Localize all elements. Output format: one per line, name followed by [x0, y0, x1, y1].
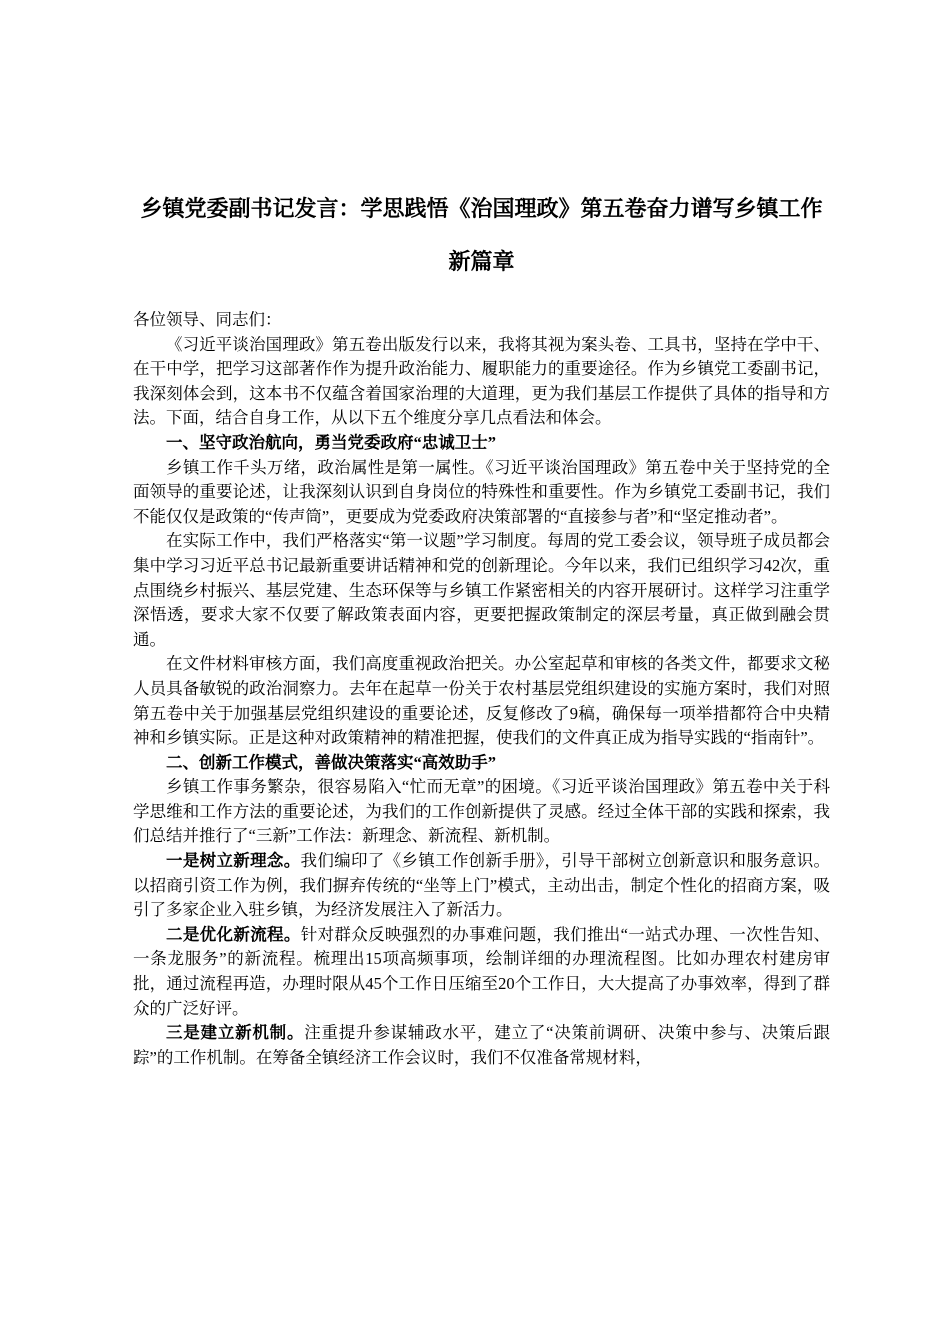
paragraph: 乡镇工作千头万绪，政治属性是第一属性。《习近平谈治国理政》第五卷中关于坚持党的全面领导的重要论述，让我深刻认识到自身岗位的特殊性和重要性。作为乡镇党工委副书记，我们不能仅仅是政策的“传声筒”，更要成为党委政府决策部署的“直接参与者”和“坚定推动者”。 — [133, 457, 830, 526]
paragraph-lead: 一是树立新理念。 — [166, 851, 301, 871]
title-line-1: 乡镇党委副书记发言：学思践悟《治国理政》第五卷奋力谱写乡镇工作 — [140, 196, 823, 221]
paragraph: 各位领导、同志们： — [133, 310, 282, 329]
paragraph-lead: 三是建立新机制。 — [166, 1023, 305, 1043]
title-line-2: 新篇章 — [448, 249, 515, 274]
paragraph: 乡镇工作事务繁杂，很容易陷入“忙而无章”的困境。《习近平谈治国理政》第五卷中关于科学思维和工作方法的重要论述，为我们的工作创新提供了灵感。经过全体干部的实践和探索，我们总结并推行了“三新”工作法：新理念、新流程、新机制。 — [133, 777, 830, 846]
paragraph-lead: 二是优化新流程。 — [166, 924, 301, 944]
paragraph: 一是树立新理念。我们编印了《乡镇工作创新手册》，引导干部树立创新意识和服务意识。以招商引资工作为例，我们摒弃传统的“坐等上门”模式，主动出击，制定个性化的招商方案，吸引了多家企业入驻乡镇，为经济发展注入了新活力。 — [133, 851, 831, 920]
section-heading: 一、坚守政治航向，勇当党委政府“忠诚卫士” — [166, 432, 496, 452]
paragraph: 在实际工作中，我们严格落实“第一议题”学习制度。每周的党工委会议，领导班子成员都会集中学习习近平总书记最新重要讲话精神和党的创新理论。今年以来，我们已组织学习42次，重点围绕乡村振兴、基层党建、生态环保等与乡镇工作紧密相关的内容开展研讨。这样学习注重学深悟透，要求大家不仅要了解政策表面内容，更要把握政策制定的深层考量，真正做到融会贯通。 — [133, 531, 830, 649]
document-title — [133, 182, 830, 288]
paragraph: 在文件材料审核方面，我们高度重视政治把关。办公室起草和审核的各类文件，都要求文秘人员具备敏锐的政治洞察力。去年在起草一份关于农村基层党组织建设的实施方案时，我们对照第五卷中关于加强基层党组织建设的重要论述，反复修改了9稿，确保每一项举措都符合中央精神和乡镇实际。正是这种对政策精神的精准把握，使我们的文件真正成为指导实践的“指南针”。 — [133, 654, 830, 748]
document-body — [133, 308, 830, 1070]
paragraph: 《习近平谈治国理政》第五卷出版发行以来，我将其视为案头卷、工具书，坚持在学中干、在干中学，把学习这部著作作为提升政治能力、履职能力的重要途径。作为乡镇党工委副书记，我深刻体会到，这本书不仅蕴含着国家治理的大道理，更为我们基层工作提供了具体的指导和方法。下面，结合自身工作，从以下五个维度分享几点看法和体会。 — [133, 334, 830, 428]
section-heading: 二、创新工作模式，善做决策落实“高效助手” — [166, 752, 496, 772]
paragraph: 三是建立新机制。注重提升参谋辅政水平，建立了“决策前调研、决策中参与、决策后跟踪”的工作机制。在筹备全镇经济工作会议时，我们不仅准备常规材料， — [133, 1023, 830, 1067]
paragraph: 二是优化新流程。针对群众反映强烈的办事难问题，我们推出“一站式办理、一次性告知、一条龙服务”的新流程。梳理出15项高频事项，绘制详细的办理流程图。比如办理农村建房审批，通过流程再造，办理时限从45个工作日压缩至20个工作日，大大提高了办事效率，得到了群众的广泛好评。 — [133, 924, 830, 1018]
